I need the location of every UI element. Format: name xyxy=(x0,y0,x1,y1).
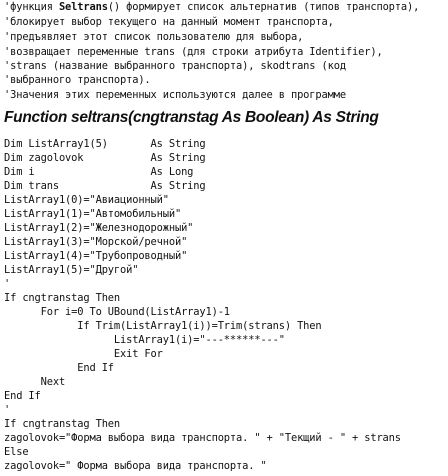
code-line: If cngtranstag Then xyxy=(4,418,121,430)
code-line: Next xyxy=(4,376,66,388)
code-line: For i=0 To UBound(ListArray1)-1 xyxy=(4,306,230,318)
code-line: Else xyxy=(4,446,29,458)
code-line: End If xyxy=(4,362,114,374)
code-line: Dim trans As String xyxy=(4,180,206,192)
code-line: ListArray1(4)="Трубопроводный" xyxy=(4,250,188,262)
code-line: zagolovok=" Форма выбора вида транспорта. " xyxy=(4,460,267,472)
code-line: Dim zagolovok As String xyxy=(4,152,206,164)
comment-line-1 xyxy=(4,1,419,13)
code-line: ListArray1(5)="Другой" xyxy=(4,264,139,276)
comment-line-2: 'блокирует выбор текущего на данный момент транспорта, xyxy=(4,16,334,28)
comment-line-7: 'Значения этих переменных используются далее в программе xyxy=(4,89,346,101)
code-line: ListArray1(i)="---******---" xyxy=(4,334,285,346)
code-line: ListArray1(3)="Морской/речной" xyxy=(4,236,188,248)
code-line: End If xyxy=(4,390,41,402)
function-heading: Function seltrans(cngtranstag As Boolean) As String xyxy=(4,109,379,126)
code-line: ListArray1(0)="Авиационный" xyxy=(4,194,169,206)
code-line: Dim ListArray1(5) As String xyxy=(4,138,206,150)
comment-line-4: 'возвращает переменные trans (для строки атрибута Identifier), xyxy=(4,46,383,58)
function-name-bold: Seltrans xyxy=(58,1,108,13)
comment-line-5: 'strans (название выбранного транспорта), skodtrans (код xyxy=(4,60,346,72)
code-line: ' xyxy=(4,404,11,416)
code-line: ListArray1(2)="Железнодорожный" xyxy=(4,222,194,234)
comment-line-3: 'предъявляет этот список пользователю для выбора, xyxy=(4,31,304,43)
code-line: zagolovok="Форма выбора вида транспорта. " + "Текщий - " + strans xyxy=(4,432,401,444)
code-line: Dim i As Long xyxy=(4,166,194,178)
code-line: ListArray1(1)="Автомобильный" xyxy=(4,208,182,220)
code-line: Exit For xyxy=(4,348,163,360)
comment-line-6: 'выбранного транспорта). xyxy=(4,74,151,86)
code-line: ' xyxy=(4,278,11,290)
code-line: If Trim(ListArray1(i))=Trim(strans) Then xyxy=(4,320,322,332)
comment-text: () формирует список альтернатив (типов транспорта), xyxy=(107,1,420,13)
code-line: If cngtranstag Then xyxy=(4,292,121,304)
comment-text: 'функция xyxy=(4,1,59,13)
